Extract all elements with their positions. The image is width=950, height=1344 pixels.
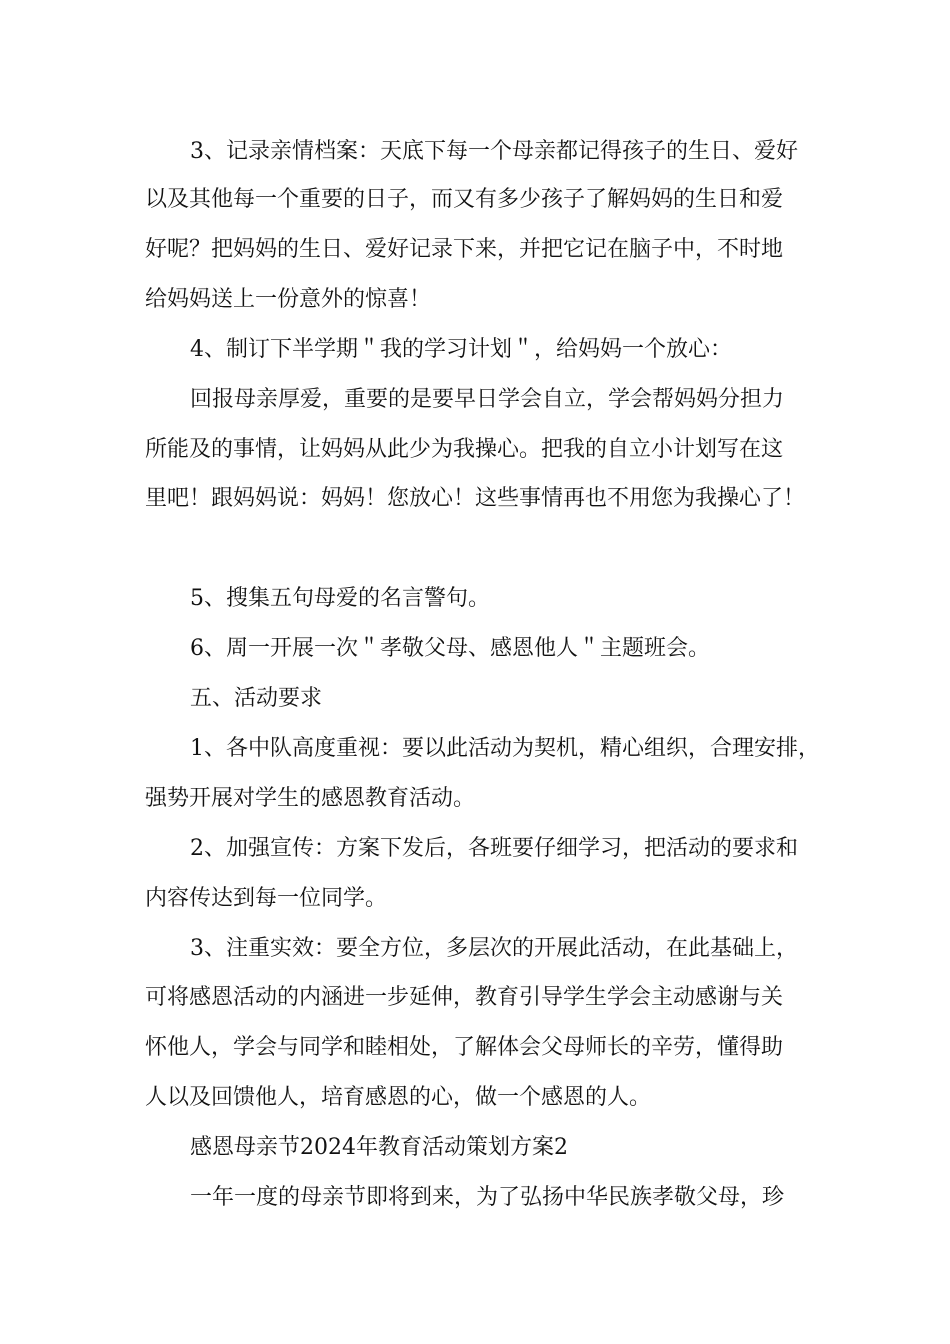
paragraph-line: 里吧！跟妈妈说：妈妈！您放心！这些事情再也不用您为我操心了！ bbox=[145, 486, 806, 511]
paragraph-line: 回报母亲厚爱，重要的是要早日学会自立，学会帮妈妈分担力 bbox=[190, 387, 785, 412]
paragraph-line: 3、记录亲情档案：天底下每一个母亲都记得孩子的生日、爱好 bbox=[190, 139, 798, 164]
paragraph-line: 强势开展对学生的感恩教育活动。 bbox=[145, 786, 476, 811]
paragraph-line: 怀他人，学会与同学和睦相处，了解体会父母师长的辛劳，懂得助 bbox=[145, 1035, 784, 1060]
paragraph-line: 3、注重实效：要全方位，多层次的开展此活动，在此基础上， bbox=[190, 936, 798, 961]
paragraph-line: 2、加强宣传：方案下发后，各班要仔细学习，把活动的要求和 bbox=[190, 836, 798, 861]
paragraph-line: 可将感恩活动的内涵进一步延伸，教育引导学生学会主动感谢与关 bbox=[145, 985, 784, 1010]
section-heading: 五、活动要求 bbox=[190, 686, 323, 711]
paragraph-line: 4、制订下半学期＂我的学习计划＂，给妈妈一个放心： bbox=[190, 337, 732, 362]
paragraph-line: 所能及的事情，让妈妈从此少为我操心。把我的自立小计划写在这 bbox=[145, 437, 784, 462]
paragraph-line: 人以及回馈他人，培育感恩的心，做一个感恩的人。 bbox=[145, 1085, 652, 1110]
paragraph-line: 给妈妈送上一份意外的惊喜！ bbox=[145, 287, 432, 312]
paragraph-line: 6、周一开展一次＂孝敬父母、感恩他人＂主题班会。 bbox=[190, 636, 710, 661]
document-title: 感恩母亲节2024年教育活动策划方案2 bbox=[190, 1135, 568, 1160]
paragraph-line: 一年一度的母亲节即将到来，为了弘扬中华民族孝敬父母，珍 bbox=[190, 1185, 785, 1210]
paragraph-line: 1、各中队高度重视：要以此活动为契机，精心组织，合理安排， bbox=[190, 736, 820, 761]
paragraph-line: 内容传达到每一位同学。 bbox=[145, 886, 388, 911]
paragraph-line: 5、搜集五句母爱的名言警句。 bbox=[190, 586, 490, 611]
paragraph-line: 好呢？把妈妈的生日、爱好记录下来，并把它记在脑子中，不时地 bbox=[145, 237, 784, 262]
paragraph-line: 以及其他每一个重要的日子，而又有多少孩子了解妈妈的生日和爱 bbox=[145, 187, 784, 212]
